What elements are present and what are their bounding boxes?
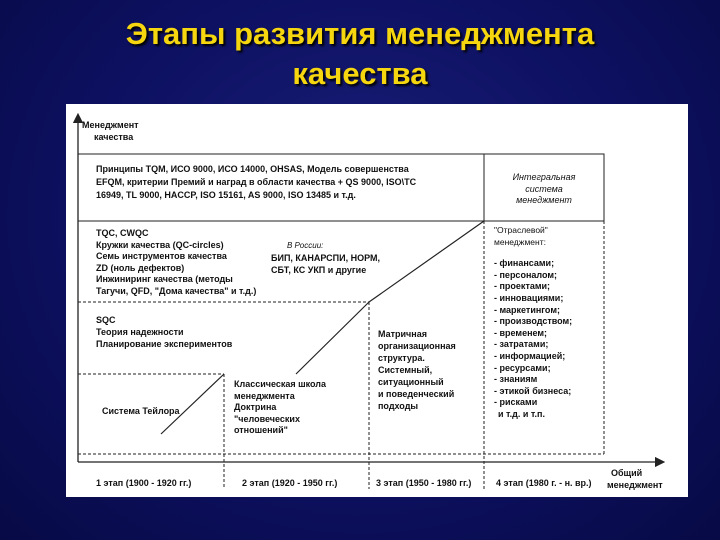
tqc-item: Семь инструментов качества bbox=[96, 251, 227, 261]
y-axis-label-line2: качества bbox=[94, 131, 134, 142]
matrix-line5: ситуационный bbox=[378, 377, 444, 387]
top-band-line1: Принципы TQM, ИСО 9000, ИСО 14000, OHSAS, Модель совершенства bbox=[96, 164, 409, 174]
russia-header: В России: bbox=[287, 241, 324, 250]
integral-box bbox=[486, 172, 602, 207]
sector-item: - затратами; bbox=[494, 339, 549, 350]
y-axis-label bbox=[82, 120, 139, 143]
x-axis-label-line1: Общий bbox=[611, 468, 643, 478]
sector-block bbox=[494, 225, 572, 421]
classic-line1: Классическая школа bbox=[234, 379, 327, 389]
integral-box-line1: Интегральная bbox=[512, 172, 576, 182]
matrix-block bbox=[378, 328, 456, 412]
tqc-item: Тагучи, QFD, "Дома качества" и т.д.) bbox=[96, 285, 257, 296]
slide-title bbox=[0, 14, 720, 94]
russia-block bbox=[271, 240, 380, 276]
sector-item: - этикой бизнеса; bbox=[494, 385, 572, 396]
sector-item: - временем; bbox=[494, 327, 548, 338]
y-axis-label-line1: Менеджмент bbox=[82, 120, 139, 130]
sector-item: - маркетингом; bbox=[494, 304, 560, 315]
tqc-item: ZD (ноль дефектов) bbox=[96, 262, 185, 273]
top-band-line2: EFQM, критерии Премий и наград в области качества + QS 9000, ISO\TC bbox=[96, 177, 417, 187]
sqc-line3: Планирование экспериментов bbox=[96, 339, 233, 349]
integral-box-line2: система bbox=[525, 183, 563, 194]
stage-label-4: 4 этап (1980 г. - н. вр.) bbox=[496, 478, 592, 488]
x-axis-label-line2: менеджмент bbox=[607, 479, 663, 490]
matrix-line6: и поведенческий bbox=[378, 389, 455, 399]
step-diagonal-1 bbox=[161, 374, 224, 434]
sector-item: - инновациями; bbox=[494, 292, 564, 303]
sector-header1: "Отраслевой" bbox=[494, 225, 548, 235]
matrix-line2: организационная bbox=[378, 341, 456, 351]
tqc-header: TQC, CWQC bbox=[96, 228, 149, 238]
classic-line2: менеджмента bbox=[234, 390, 295, 401]
sector-item: - производством; bbox=[494, 316, 573, 327]
sector-item: - проектами; bbox=[494, 281, 551, 292]
sector-item: - рисками bbox=[494, 397, 538, 408]
classic-block bbox=[234, 379, 326, 437]
sector-item: - финансами; bbox=[494, 258, 555, 269]
sqc-block bbox=[96, 314, 232, 350]
sector-item: - знаниям bbox=[494, 374, 538, 385]
sector-item: - ресурсами; bbox=[494, 362, 551, 373]
matrix-line3: структура. bbox=[378, 353, 425, 363]
slide-title-line2: качества bbox=[292, 56, 428, 91]
tqc-block bbox=[96, 228, 256, 297]
classic-line5: отношений" bbox=[234, 425, 288, 435]
stage-label-1: 1 этап (1900 - 1920 гг.) bbox=[96, 478, 192, 488]
integral-box-line3: менеджмент bbox=[516, 195, 572, 205]
sector-item: - информацией; bbox=[494, 350, 566, 361]
step-diagonal-3 bbox=[369, 221, 484, 302]
stage-label-3: 3 этап (1950 - 1980 гг.) bbox=[376, 478, 472, 488]
taylor-system: Система Тейлора bbox=[102, 406, 180, 416]
top-band-line3: 16949, TL 9000, HACCP, ISO 15161, AS 9000, ISO 13485 и т.д. bbox=[96, 190, 356, 200]
tqc-item: Кружки качества (QC-circles) bbox=[96, 239, 224, 250]
tqc-item: Инжиниринг качества (методы bbox=[96, 274, 233, 284]
russia-line1: БИП, КАНАРСПИ, НОРМ, bbox=[271, 253, 380, 263]
matrix-line7: подходы bbox=[378, 401, 419, 411]
classic-line4: "человеческих bbox=[234, 413, 300, 424]
sqc-line1: SQC bbox=[96, 315, 116, 325]
sector-item: и т.д. и т.п. bbox=[498, 408, 545, 419]
sector-item: - персоналом; bbox=[494, 269, 558, 280]
step-diagonal-2 bbox=[296, 302, 369, 374]
matrix-line4: Системный, bbox=[378, 365, 433, 375]
slide-title-line1: Этапы развития менеджмента bbox=[125, 16, 595, 51]
sector-header2: менеджмент: bbox=[494, 236, 546, 247]
diagram-panel bbox=[66, 104, 688, 497]
russia-line2: СБТ, КС УКП и другие bbox=[271, 265, 367, 275]
x-axis-label bbox=[607, 468, 663, 491]
stage-label-2: 2 этап (1920 - 1950 гг.) bbox=[242, 478, 338, 488]
top-band-text bbox=[96, 163, 416, 202]
classic-line3: Доктрина bbox=[234, 402, 277, 412]
sqc-line2: Теория надежности bbox=[96, 327, 184, 337]
matrix-line1: Матричная bbox=[378, 329, 427, 339]
